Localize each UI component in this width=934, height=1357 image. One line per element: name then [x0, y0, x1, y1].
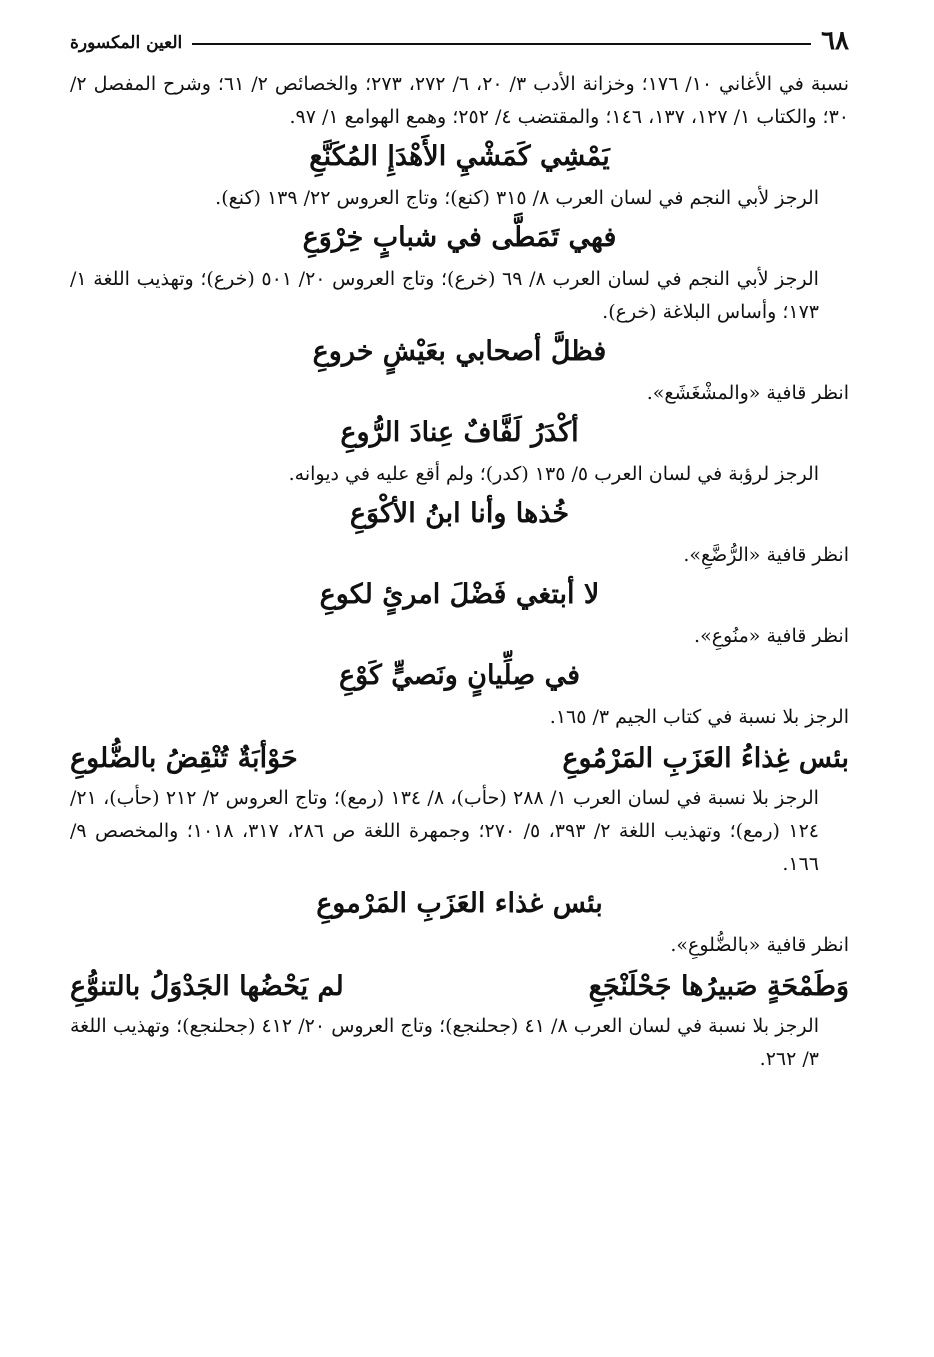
citation-paragraph: الرجز لأبي النجم في لسان العرب ٨/ ٦٩ (خرع)؛ وتاج العروس ٢٠/ ٥٠١ (خرع)؛ وتهذيب اللغة ١/ ١٧٣؛ وأساس البلاغة (خرع).: [70, 268, 819, 323]
verse-line: فهي تَمَطَّى في شبابٍ خِرْوَعِ: [302, 222, 617, 253]
header-rule: [192, 43, 811, 45]
cross-reference: انظر قافية «منُوعِ».: [694, 625, 849, 647]
verse-line: فظلَّ أصحابي بعَيْشٍ خروعِ: [312, 336, 607, 367]
page-number: ٦٨: [821, 26, 849, 56]
cross-reference: انظر قافية «والمشْغَشَع».: [646, 382, 849, 404]
verse-line: يَمْشِي كَمَشْيِ الأَهْدَإِ المُكَنَّعِ: [309, 141, 610, 172]
hemistich-first: بئس غِذاءُ العَزَبِ المَرْمُوعِ: [562, 743, 849, 774]
cross-reference: انظر قافية «بالضُّلوعِ».: [670, 934, 849, 956]
cross-reference: انظر قافية «الرُّضَّعِ».: [683, 544, 849, 566]
page-header: [70, 20, 849, 54]
verse-couplet: [70, 738, 849, 780]
citation-paragraph: الرجز بلا نسبة في لسان العرب ١/ ٢٨٨ (حأب)، ٨/ ١٣٤ (رمع)؛ وتاج العروس ٢/ ٢١٢ (حأب)، ٢١/ ١٢٤ (رمع)؛ وتهذيب اللغة ٢/ ٣٩٣، ٥/ ٢٧٠؛ وجمهرة اللغة ص ٢٨٦، ٣١٧، ١٠١٨؛ والمخصص ٩/ ١٦٦.: [70, 787, 819, 875]
verse-line: أكْدَرُ لَفَّافٌ عِنادَ الرُّوعِ: [340, 417, 579, 448]
citation-paragraph: الرجز بلا نسبة في كتاب الجيم ٣/ ١٦٥.: [549, 706, 849, 728]
citation-paragraph: الرجز لرؤبة في لسان العرب ٥/ ١٣٥ (كدر)؛ ولم أقع عليه في ديوانه.: [288, 463, 819, 485]
verse-line: بئس غذاء العَزَبِ المَرْموعِ: [316, 888, 603, 919]
citation-paragraph: نسبة في الأغاني ١٠/ ١٧٦؛ وخزانة الأدب ٣/ ٢٠، ٦/ ٢٧٢، ٢٧٣؛ والخصائص ٢/ ٦١؛ وشرح المفصل ٢/ ٣٠؛ والكتاب ١/ ١٢٧، ١٣٧، ١٤٦؛ والمقتضب ٤/ ٢٥٢؛ وهمع الهوامع ١/ ٩٧.: [70, 73, 849, 128]
page-body: [70, 68, 849, 1076]
verse-couplet: [70, 966, 849, 1008]
hemistich-second: لم يَحْضُها الجَدْوَلُ بالتنوُّعِ: [70, 971, 344, 1002]
running-title: العين المكسورة: [70, 33, 183, 53]
hemistich-second: حَوْأبَةٌ تُنْقِضُ بالضُّلوعِ: [70, 743, 298, 774]
verse-line: خُذها وأنا ابنُ الأكْوَعِ: [349, 498, 570, 529]
verse-line: لا أبتغي فَضْلَ امرئٍ لكوعِ: [319, 579, 600, 610]
citation-paragraph: الرجز بلا نسبة في لسان العرب ٨/ ٤١ (جحلنجع)؛ وتاج العروس ٢٠/ ٤١٢ (جحلنجع)؛ وتهذيب اللغة ٣/ ٢٦٢.: [70, 1015, 819, 1070]
verse-line: في صِلِّيانٍ ونَصيٍّ كَوْعِ: [338, 660, 581, 691]
hemistich-first: وَطَمْحَةٍ صَبيرُها جَحْلَنْجَعِ: [588, 971, 849, 1002]
citation-paragraph: الرجز لأبي النجم في لسان العرب ٨/ ٣١٥ (كنع)؛ وتاج العروس ٢٢/ ١٣٩ (كنع).: [215, 187, 819, 209]
